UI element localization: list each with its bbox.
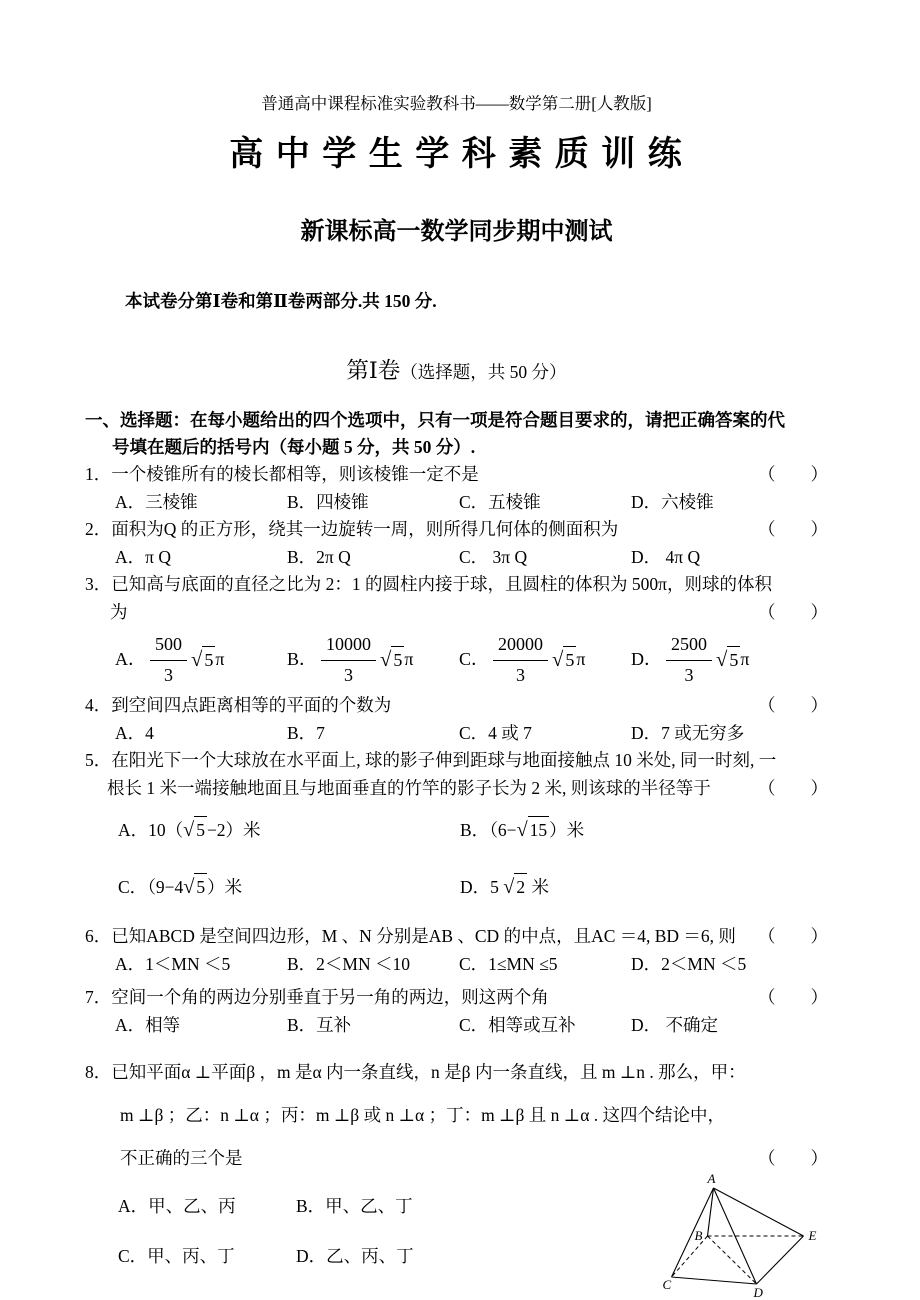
question-5-options-row2 (85, 873, 828, 902)
question-3-line2: 为 (110, 601, 128, 622)
option-c: C．甲、丙、丁 (118, 1246, 235, 1266)
question-1-options (85, 489, 828, 517)
radical-sign: √ (516, 819, 528, 841)
fraction: $\frac{500}{3}$ (150, 631, 187, 689)
vertex-label-A: A (707, 1172, 716, 1186)
radical-sign: √ (191, 648, 203, 671)
fraction: $\frac{10000}{3}$ (321, 631, 376, 689)
question-4-text: 4．到空间四点距离相等的平面的个数为 (85, 695, 392, 715)
question-6-options (85, 951, 828, 979)
radical: √ 5 (183, 873, 207, 902)
edge-DE (757, 1236, 804, 1284)
radical: √ 5 (716, 646, 740, 675)
radical: √ 2 (503, 873, 527, 902)
option-letter: D． (460, 876, 491, 897)
option-text: （9−4 (147, 876, 184, 897)
answer-bracket: （ ） (758, 464, 828, 484)
option-a: A．相等 (115, 1014, 181, 1035)
question-5-options-row1 (85, 816, 828, 845)
question-2-text: 2．面积为Q 的正方形，绕其一边旋转一周，则所得几何体的侧面积为 (85, 519, 619, 539)
option-letter: B． (287, 649, 318, 670)
option-letter: A． (115, 649, 146, 670)
question-4-options (85, 720, 828, 748)
option-c: C．五棱锥 (459, 491, 541, 512)
answer-bracket: （ ） (758, 519, 828, 539)
question-3 (85, 571, 828, 690)
question-6 (85, 923, 828, 978)
answer-bracket: （ ） (758, 1148, 828, 1168)
question-2-options (85, 544, 828, 572)
option-d: D．乙、丙、丁 (296, 1246, 414, 1266)
pi-symbol: π (576, 649, 586, 670)
question-7 (85, 984, 828, 1039)
option-text: ）米 (207, 876, 243, 897)
radical: √ 5 (552, 646, 576, 675)
radical-sign: √ (503, 875, 515, 898)
question-3-line1: 3．已知高与底面的直径之比为 2：1 的圆柱内接于球，且圆柱的体积为 500π，则球的体积 (85, 574, 772, 594)
edge-CD (672, 1277, 757, 1284)
vertex-label-D: D (753, 1285, 763, 1300)
option-text: ）米 (549, 820, 585, 840)
pyramid-diagram (659, 1172, 824, 1300)
answer-bracket: （ ） (758, 601, 828, 622)
radical: √ 5 (183, 816, 207, 845)
answer-bracket: （ ） (758, 695, 828, 715)
vertex-label-B: B (694, 1228, 703, 1243)
option-c: C．1≤MN ≤5 (459, 953, 558, 974)
document-title: 高 中 学 生 学 科 素 质 训 练 (229, 136, 684, 173)
question-1 (85, 461, 828, 516)
document-subtitle: 新课标高一数学同步期中测试 (300, 219, 613, 245)
vertex-label-E: E (808, 1228, 817, 1243)
option-letter: A． (118, 820, 149, 840)
option-b (460, 816, 584, 845)
question-8-line2: m ⊥β ；乙：n ⊥α ；丙：m ⊥β 或 n ⊥α ；丁：m ⊥β 且 n ⊥α . 这四个结论中， (120, 1105, 726, 1125)
radical: √ 15 (517, 816, 550, 845)
section-title (85, 353, 828, 385)
radical-sign: √ (716, 648, 728, 671)
document-header: 普通高中课程标准实验教科书——数学第二册[人教版] (261, 94, 652, 113)
edge-AC (672, 1188, 714, 1277)
pi-symbol: π (215, 649, 225, 670)
radical: √ 5 (191, 646, 215, 675)
option-b (287, 631, 459, 689)
option-b: B．互补 (287, 1014, 352, 1035)
radical-sign: √ (380, 648, 392, 671)
option-b: B．7 (287, 722, 325, 743)
fraction: $\frac{2500}{3}$ (666, 631, 712, 689)
instructions-line2: 号填在题后的括号内（每小题 5 分，共 50 分）. (112, 437, 476, 457)
option-d: D． 不确定 (631, 1014, 719, 1035)
question-3-options (85, 630, 828, 690)
question-5-line1: 5．在阳光下一个大球放在水平面上, 球的影子伸到距球与地面接触点 10 米处, 同一时刻, 一 (85, 750, 777, 770)
radical: √ 5 (380, 646, 404, 675)
option-a: A．4 (115, 722, 154, 743)
section-title-detail: （选择题，共 50 分） (400, 362, 567, 382)
question-1-text: 1．一个棱锥所有的棱长都相等，则该棱锥一定不是 (85, 464, 479, 484)
option-d: D． 4π Q (631, 546, 701, 567)
option-text: −2）米 (206, 820, 261, 840)
question-8-line3: 不正确的三个是 (120, 1148, 243, 1168)
option-d: D．六棱锥 (631, 491, 714, 512)
option-d: D．7 或无穷多 (631, 722, 745, 743)
fraction: $\frac{20000}{3}$ (493, 631, 548, 689)
option-letter: C． (459, 649, 490, 670)
option-a (115, 631, 287, 689)
question-6-text: 6．已知ABCD 是空间四边形，M 、N 分别是AB 、CD 的中点，且AC ＝4, BD ＝6, 则 (85, 926, 736, 946)
question-8-line1: 8．已知平面α ⊥平面β ，m 是α 内一条直线，n 是β 内一条直线，且 m ⊥n . 那么，甲： (85, 1062, 746, 1082)
answer-bracket: （ ） (758, 987, 828, 1007)
radical-sign: √ (552, 648, 564, 671)
option-c (118, 873, 460, 902)
option-a: A．1＜MN ＜5 (115, 953, 231, 974)
instructions-line1: 一、选择题：在每小题给出的四个选项中，只有一项是符合题目要求的，请把正确答案的代 (85, 410, 785, 430)
option-letter: C． (118, 876, 148, 897)
option-text: 米 (527, 876, 549, 897)
option-letter: B． (460, 820, 490, 840)
radical-sign: √ (183, 819, 195, 841)
hidden-edge-BD (708, 1236, 757, 1284)
option-letter: D． (631, 649, 662, 670)
option-b: B．2＜MN ＜10 (287, 953, 410, 974)
question-7-text: 7．空间一个角的两边分别垂直于另一角的两边，则这两个角 (85, 987, 549, 1007)
answer-bracket: （ ） (758, 926, 828, 946)
radical-sign: √ (183, 875, 195, 898)
option-c: C．4 或 7 (459, 722, 532, 743)
option-c (459, 631, 631, 689)
pi-symbol: π (404, 649, 414, 670)
question-7-options (85, 1012, 828, 1040)
question-2 (85, 516, 828, 571)
option-a (118, 816, 460, 845)
edge-AE (714, 1188, 804, 1236)
option-b: B．2π Q (287, 546, 351, 567)
option-a: A．三棱锥 (115, 491, 198, 512)
option-c: C． 3π Q (459, 546, 528, 567)
option-text: （6− (489, 820, 517, 840)
option-d (460, 873, 549, 902)
pi-symbol: π (740, 649, 750, 670)
instructions (85, 407, 828, 461)
question-4 (85, 692, 828, 747)
option-text: 5 (490, 876, 504, 897)
answer-bracket: （ ） (758, 777, 828, 798)
option-a: A．π Q (115, 546, 171, 567)
option-b: B．四棱锥 (287, 491, 369, 512)
exam-intro: 本试卷分第Ⅰ卷和第Ⅱ卷两部分.共 150 分. (125, 291, 437, 311)
option-d: D．2＜MN ＜5 (631, 953, 747, 974)
option-c: C．相等或互补 (459, 1014, 576, 1035)
option-text: 10（ (148, 820, 184, 840)
section-title-volume: 第Ⅰ卷 (346, 358, 401, 383)
question-5-line2: 根长 1 米一端接触地面且与地面垂直的竹竿的影子长为 2 米, 则该球的半径等于 (107, 777, 711, 798)
vertex-label-C: C (662, 1277, 672, 1292)
option-d (631, 631, 749, 689)
question-5 (85, 747, 828, 901)
geometry-figure (659, 1172, 824, 1300)
option-a: A．甲、乙、丙 (118, 1196, 236, 1216)
option-b: B．甲、乙、丁 (296, 1196, 413, 1216)
